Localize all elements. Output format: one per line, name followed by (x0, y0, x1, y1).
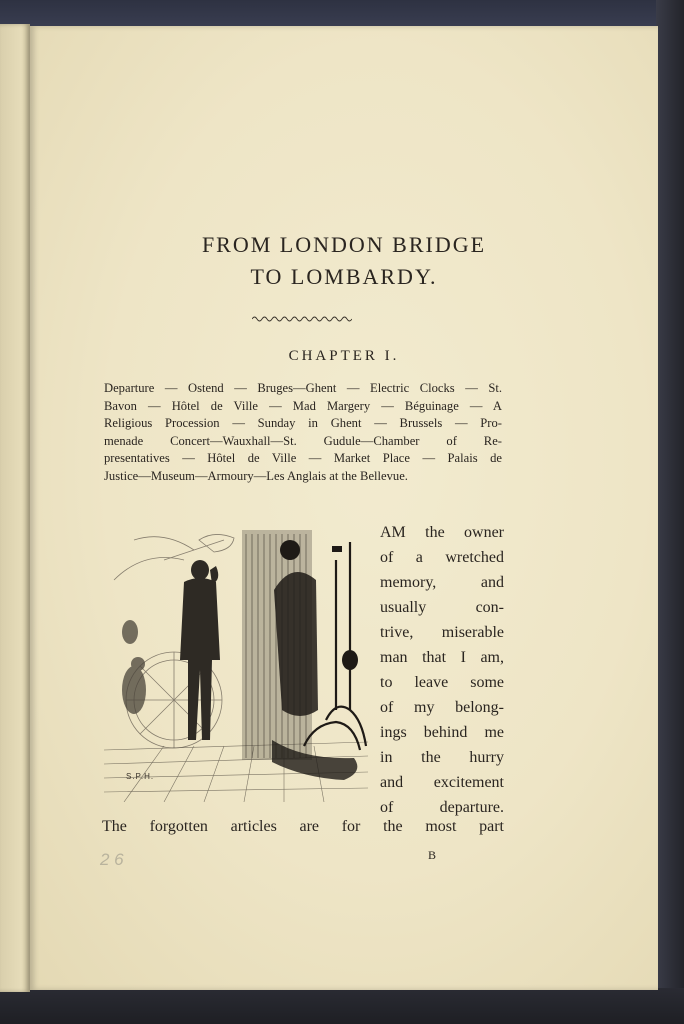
synopsis-line: Justice—Museum—Armoury—Les Anglais at the Bellevue. (104, 468, 408, 483)
body-line: in the hurry (380, 749, 504, 766)
body-line: and excitement (380, 774, 504, 791)
engraving-illustration (104, 510, 368, 802)
synopsis-line: Departure — Ostend — Bruges—Ghent — Electric Clocks — St. (104, 381, 502, 395)
chapter-synopsis (104, 380, 502, 486)
body-line: usually con- (380, 599, 504, 616)
body-line: of departure. (380, 799, 504, 816)
body-line: memory, and (380, 574, 504, 591)
illustration-signature: S.P.H. (126, 772, 155, 781)
signature-mark: B (428, 848, 437, 862)
scan-border-bottom (0, 988, 684, 1024)
synopsis-line: Bavon — Hôtel de Ville — Mad Margery — Béguinage — A (104, 398, 502, 413)
facing-page-edge (0, 24, 30, 992)
body-line: AM the owner (380, 524, 504, 541)
chapter-heading: CHAPTER I. (288, 348, 400, 364)
book-title-line-1: FROM LONDON BRIDGE (201, 232, 487, 257)
body-line: of a wretched (380, 549, 504, 566)
body-line: man that I am, (380, 649, 504, 666)
pencil-annotation: 2 6 (100, 850, 124, 869)
body-line: of my belong- (380, 699, 504, 716)
book-title-line-2: TO LOMBARDY. (250, 264, 438, 289)
engraving-drawing (104, 510, 368, 802)
wavy-rule-ornament (252, 314, 352, 324)
body-line: to leave some (380, 674, 504, 691)
synopsis-line: presentatives — Hôtel de Ville — Market Place — Palais de (104, 451, 502, 466)
scan-border-right (656, 0, 684, 1024)
synopsis-line: Religious Procession — Sunday in Ghent — Brussels — Pro- (104, 416, 502, 431)
synopsis-line: menade Concert—Wauxhall—St. Gudule—Chamber of Re- (104, 433, 502, 448)
body-line: trive, miserable (380, 624, 504, 641)
body-text-column (380, 520, 504, 820)
body-last-line: The forgotten articles are for the most part (102, 818, 504, 835)
book-page (30, 26, 658, 990)
body-line: ings behind me (380, 724, 504, 741)
